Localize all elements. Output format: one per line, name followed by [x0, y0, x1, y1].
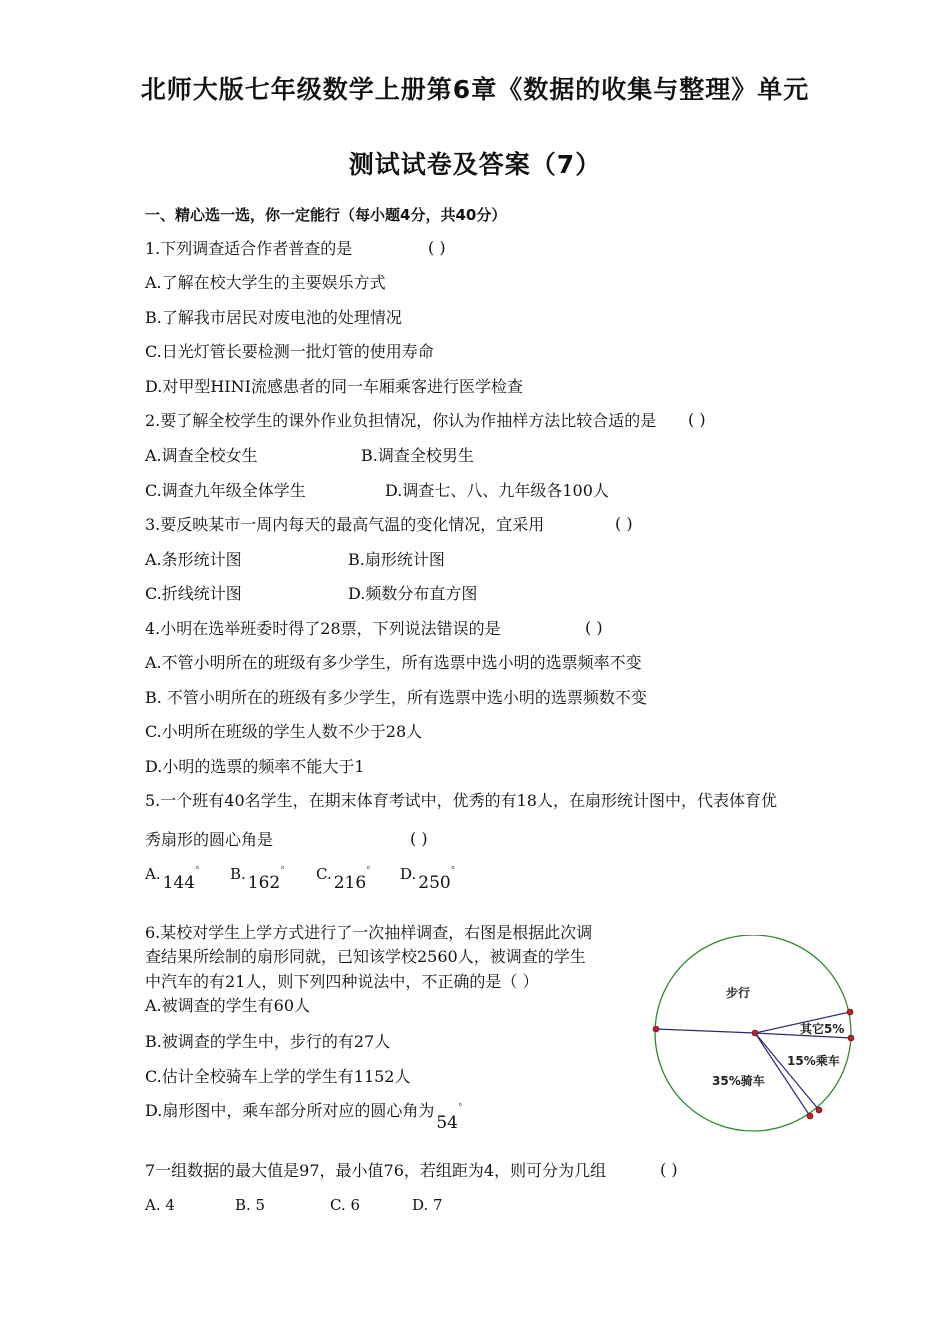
q7-stem: 7一组数据的最大值是97，最小值76，若组距为4，则可分为几组 — [145, 1161, 607, 1180]
q6-option-d: D.扇形图中，乘车部分所对应的圆心角为54° — [145, 1101, 463, 1133]
pie-center-point — [752, 1030, 758, 1036]
q5-option-b: B. 162° — [230, 865, 285, 893]
q6-option-a: A.被调查的学生有60人 — [145, 996, 311, 1015]
q1-option-c: C.日光灯管长要检测一批灯管的使用寿命 — [145, 342, 434, 361]
q5-option-a: A. 144° — [145, 865, 200, 893]
q4-stem: 4.小明在选举班委时得了28票，下列说法错误的是 — [145, 619, 501, 638]
pie-label-bike: 35%骑车 — [712, 1074, 765, 1088]
q5-answer-paren: ( ) — [410, 829, 428, 848]
pie-point-right — [848, 1035, 854, 1041]
q5-option-d: D. 250° — [400, 865, 456, 893]
q6-option-c: C.估计全校骑车上学的学生有1152人 — [145, 1067, 411, 1086]
q3-stem: 3.要反映某市一周内每天的最高气温的变化情况，宜采用 — [145, 515, 545, 534]
q2-stem: 2.要了解全校学生的课外作业负担情况，你认为作抽样方法比较合适的是 — [145, 411, 657, 430]
q5-stem-line-1: 5.一个班有40名学生，在期末体育考试中，优秀的有18人，在扇形统计图中，代表体育优 — [145, 791, 777, 810]
pie-radius-line-bottom-1 — [755, 1033, 819, 1110]
q5-stem-line-2: 秀扇形的圆心角是 — [145, 830, 274, 849]
q7-option-a: A. 4 — [145, 1196, 175, 1214]
section-heading: 一、精心选一选，你一定能行（每小题4分，共40分） — [145, 206, 507, 224]
q6-stem-line-2: 查结果所绘制的扇形同就，已知该学校2560人，被调查的学生 — [145, 947, 586, 966]
q2-option-b: B.调查全校男生 — [361, 446, 474, 465]
q6-stem-line-3: 中汽车的有21人，则下列四种说法中，不正确的是（ ） — [145, 972, 539, 991]
q2-option-c: C.调查九年级全体学生 — [145, 481, 306, 500]
transport-pie-diagram — [650, 935, 870, 1145]
page-title-line-2: 测试试卷及答案（7） — [348, 150, 602, 179]
q6-option-b: B.被调查的学生中，步行的有27人 — [145, 1032, 391, 1051]
q3-option-d: D.频数分布直方图 — [348, 584, 478, 603]
pie-point-bottom-1 — [816, 1107, 822, 1113]
q3-option-b: B.扇形统计图 — [348, 550, 445, 569]
q7-option-b: B. 5 — [235, 1196, 266, 1214]
pie-point-bottom-2 — [807, 1113, 813, 1119]
q4-option-a: A.不管小明所在的班级有多少学生，所有选票中选小明的选票频率不变 — [145, 653, 642, 672]
pie-point-left — [653, 1026, 659, 1032]
q3-option-c: C.折线统计图 — [145, 584, 242, 603]
q7-option-c: C. 6 — [330, 1196, 361, 1214]
q1-stem: 1.下列调查适合作者普查的是 — [145, 239, 353, 258]
pie-label-other: 其它5% — [800, 1022, 845, 1036]
q4-option-c: C.小明所在班级的学生人数不少于28人 — [145, 722, 423, 741]
q2-answer-paren: ( ) — [688, 410, 706, 429]
q4-option-b: B. 不管小明所在的班级有多少学生，所有选票中选小明的选票频数不变 — [145, 688, 647, 707]
q4-answer-paren: ( ) — [585, 618, 603, 637]
q4-option-d: D.小明的选票的频率不能大于1 — [145, 757, 365, 776]
pie-label-bus: 15%乘车 — [787, 1054, 840, 1068]
q1-option-a: A.了解在校大学生的主要娱乐方式 — [145, 273, 386, 292]
pie-label-walk: 步行 — [726, 986, 751, 1000]
q1-answer-paren: ( ) — [428, 238, 446, 257]
pie-point-top-right — [847, 1009, 853, 1015]
q2-option-d: D.调查七、八、九年级各100人 — [385, 481, 609, 500]
pie-radius-line-left — [656, 1029, 755, 1033]
q7-answer-paren: ( ) — [660, 1160, 678, 1179]
q1-option-d: D.对甲型HINI流感患者的同一车厢乘客进行医学检查 — [145, 377, 523, 396]
q1-option-b: B.了解我市居民对废电池的处理情况 — [145, 308, 402, 327]
q3-answer-paren: ( ) — [615, 514, 633, 533]
q7-option-d: D. 7 — [412, 1196, 443, 1214]
q2-option-a: A.调查全校女生 — [145, 446, 258, 465]
q3-option-a: A.条形统计图 — [145, 550, 242, 569]
page-title-line-1: 北师大版七年级数学上册第6章《数据的收集与整理》单元 — [140, 75, 810, 104]
q6-stem-line-1: 6.某校对学生上学方式进行了一次抽样调查，右图是根据此次调 — [145, 923, 593, 942]
q5-option-c: C. 216° — [316, 865, 371, 893]
